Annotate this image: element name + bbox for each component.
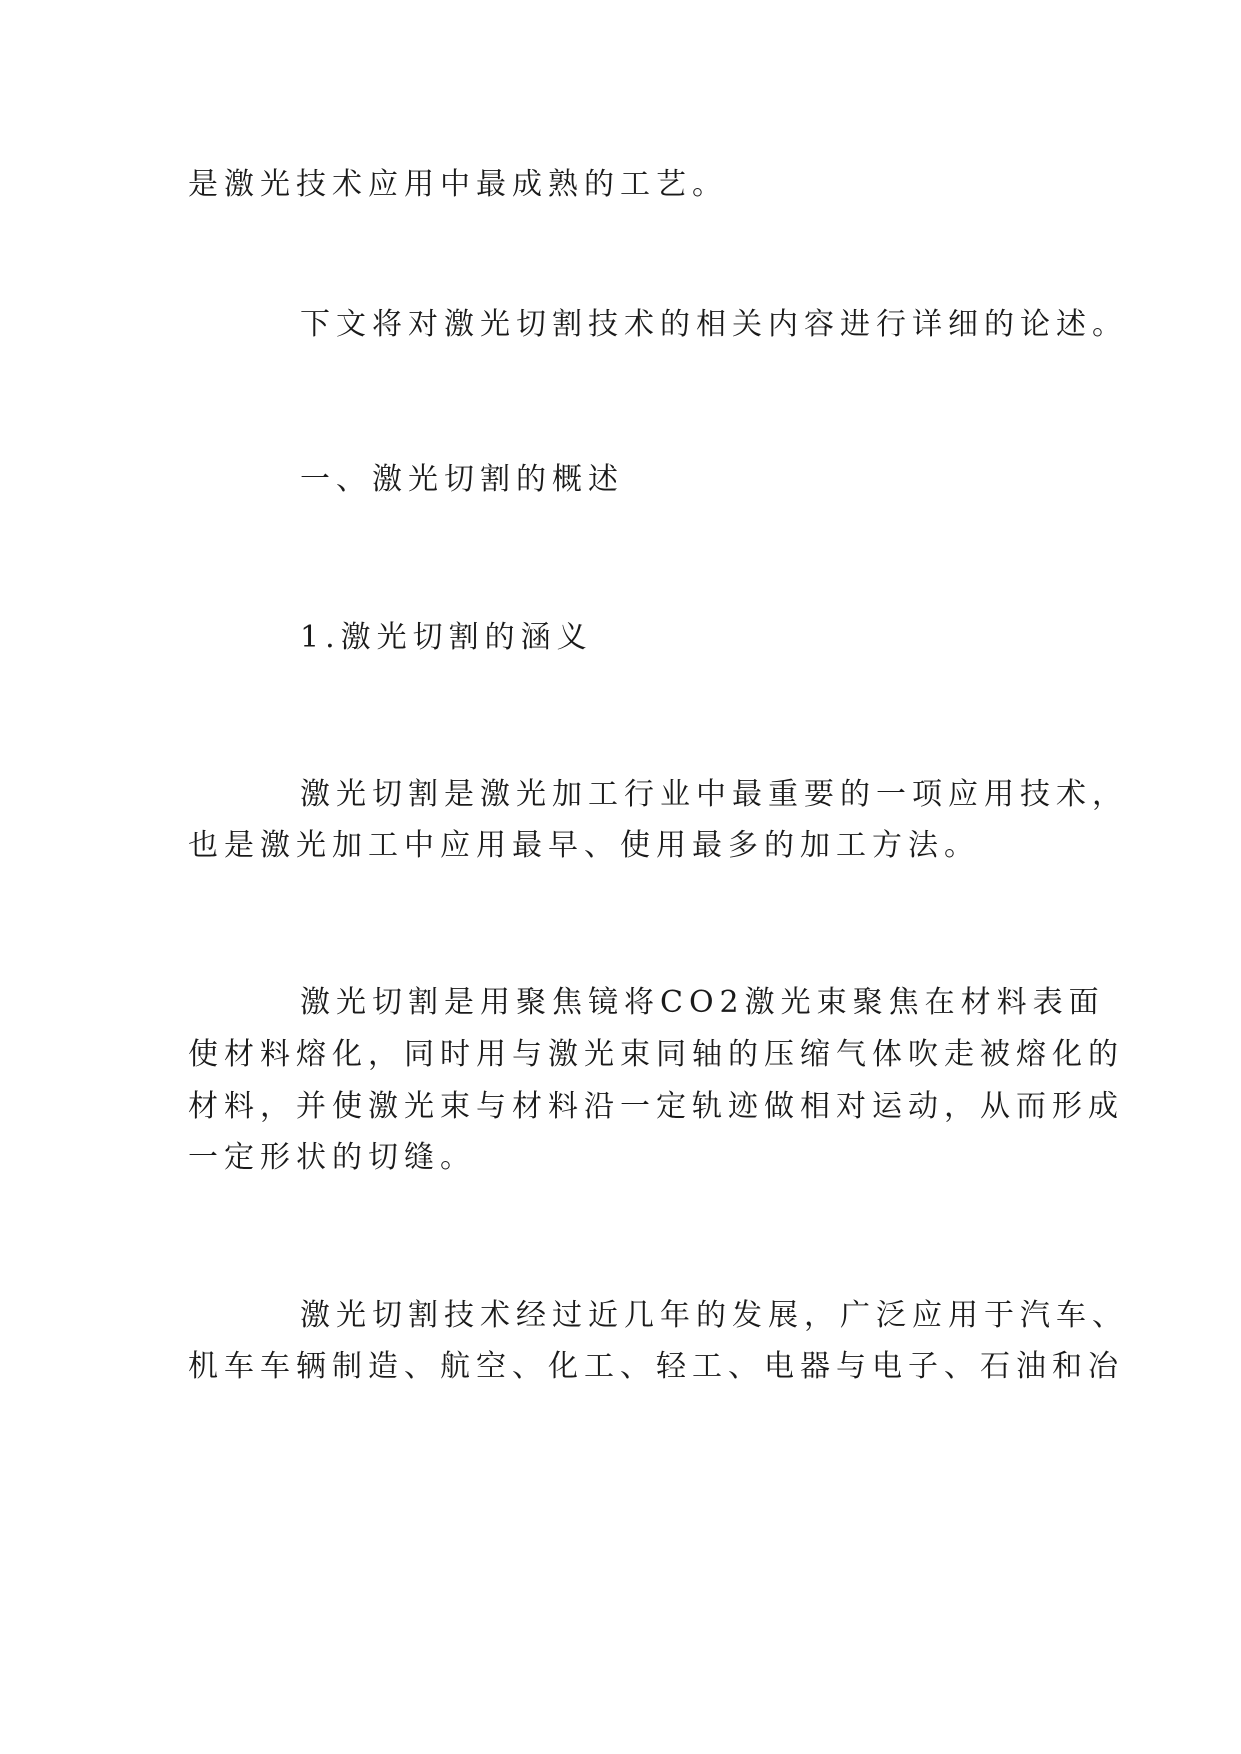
paragraph-line: 机车车辆制造、航空、化工、轻工、电器与电子、石油和冶 [188, 1349, 1124, 1384]
paragraph-line: 激光切割是用聚焦镜将CO2激光束聚焦在材料表面 [300, 985, 1105, 1020]
paragraph-line: 激光切割技术经过近几年的发展，广泛应用于汽车、 [300, 1298, 1128, 1333]
paragraph-line: 也是激光加工中应用最早、使用最多的加工方法。 [188, 828, 980, 863]
section-heading: 一、激光切割的概述 [300, 462, 624, 497]
paragraph-line: 一定形状的切缝。 [188, 1140, 476, 1175]
paragraph-line: 使材料熔化，同时用与激光束同轴的压缩气体吹走被熔化的 [188, 1037, 1124, 1072]
paragraph-line: 材料，并使激光束与材料沿一定轨迹做相对运动，从而形成 [188, 1089, 1124, 1124]
subsection-heading: 1.激光切割的涵义 [300, 620, 593, 655]
paragraph-line: 下文将对激光切割技术的相关内容进行详细的论述。 [300, 307, 1128, 342]
paragraph-line: 是激光技术应用中最成熟的工艺。 [188, 167, 728, 202]
paragraph-line: 激光切割是激光加工行业中最重要的一项应用技术， [300, 777, 1128, 812]
